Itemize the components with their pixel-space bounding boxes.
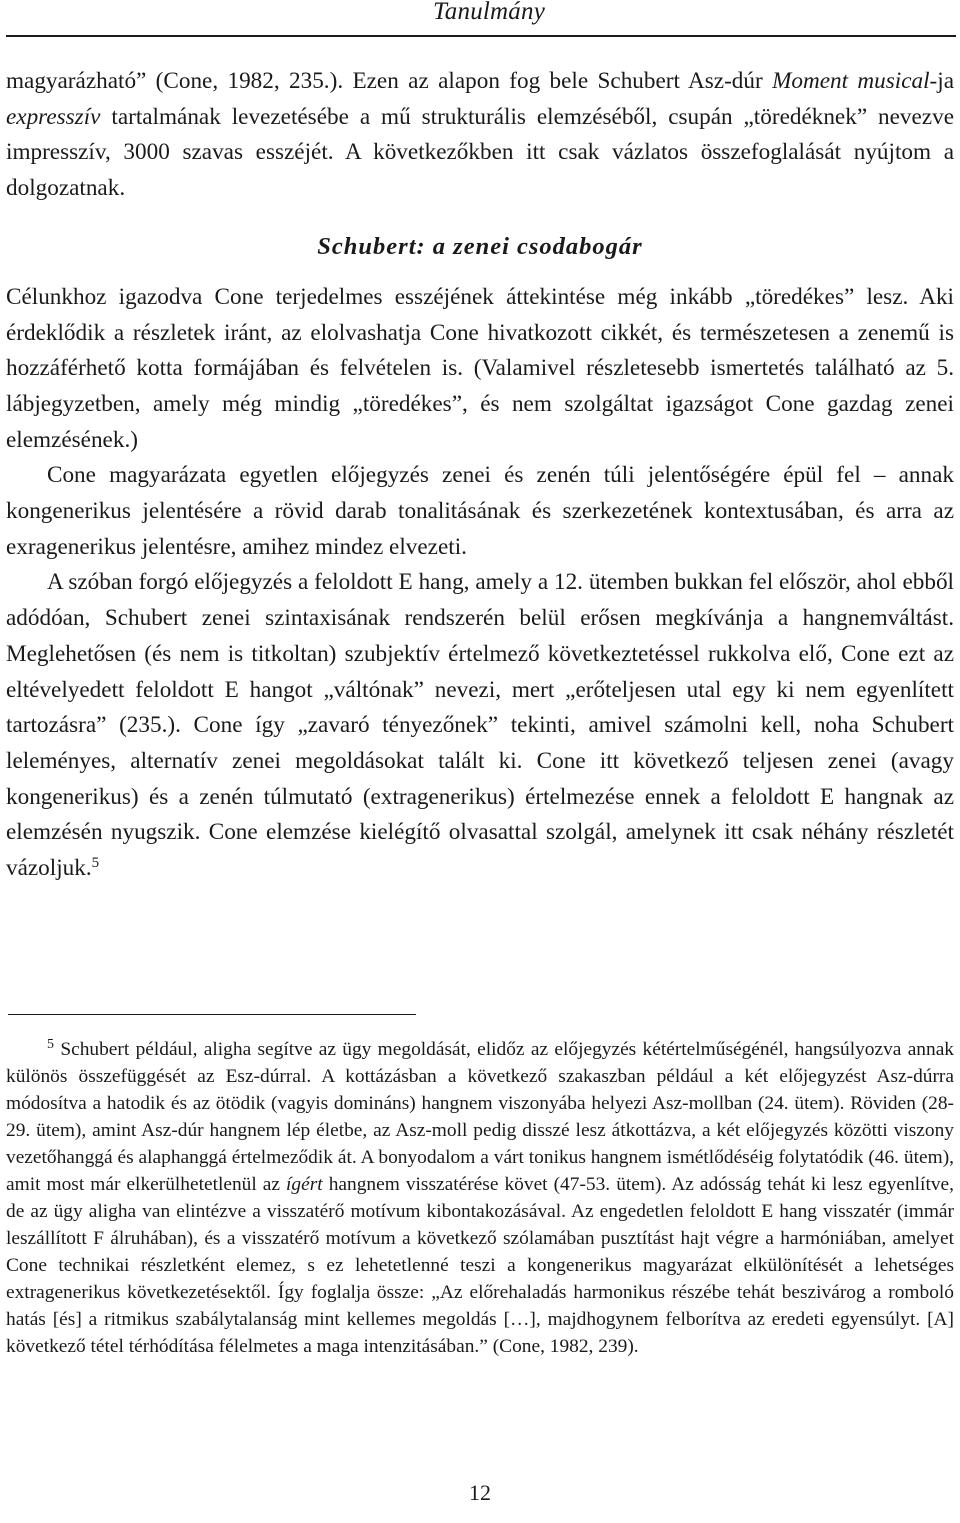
running-header-title: Tanulmány xyxy=(432,0,545,25)
header-rule xyxy=(6,35,956,37)
paragraph-1-text-a: magyarázható” (Cone, 1982, 235.). Ezen az alapon fog bele Schubert Asz-dúr xyxy=(6,68,773,94)
paragraph-4 xyxy=(6,565,954,886)
footnote-text-b: hangnem visszatérése követ (47-53. ütem). Az adósság tehát ki lesz egyenlítve, de az ügy aligha van elintézve a visszatérő motívum kibontakozásával. Az engedetlen feloldott E hang visszatér (immár leszállított F álruhában), és a visszatérő motívum a következő szólamában pusztítást hajt végre a harmóniában, amelyet Cone technikai részletként elemez, s ez lehetetlenné teszi a kongenerikus magyarázat elkülönítését a lehetséges extragenerikus következetésektől. Így foglalja össze: „Az előrehaladás harmonikus részébe tehát beszivárog a romboló hatás [és] a ritmikus szabálytalanság mint kellemes megoldás […], majdhogynem felborítva az eredeti egyensúlyt. [A] következő tétel térhódítása félelmetes a maga intenzitásában.” (Cone, 1982, 239). xyxy=(6,1174,954,1357)
term-italic: expresszív xyxy=(6,103,101,130)
page-number: 12 xyxy=(469,1480,491,1505)
footnote-reference[interactable]: 5 xyxy=(91,855,100,872)
section-heading: Schubert: a zenei csodabogár xyxy=(317,232,643,260)
article-body xyxy=(6,64,954,887)
paragraph-2: Célunkhoz igazodva Cone terjedelmes esszéjének áttekintése még inkább „töredékes” lesz. Aki érdeklődik a részletek iránt, az elolvashatja Cone hivatkozott cikkét, és természetesen a zenemű is hozzáférhető kotta formájában és felvételen is. (Valamivel részletesebb ismertetés található az 5. lábjegyzetben, amely még mindig „töredékes”, és nem szolgáltat igazságot Cone gazdag zenei elemzésének.) xyxy=(6,283,954,453)
paragraph-4-text: A szóban forgó előjegyzés a feloldott E hang, amely a 12. ütemben bukkan fel először, ahol ebből adódóan, Schubert zenei szintaxisának rendszerén belül erősen megkívánja a hangnemváltást. Meglehetősen (és nem is titkoltan) szubjektív értelmező következtetéssel rukkolva elő, Cone ezt az eltévelyedett feloldott E hangot „váltónak” nevezi, mert „erőteljesen utal egy ki nem egyenlített tartozásra” (235.). Cone így „zavaró tényezőnek” tekinti, amivel számolni kell, noha Schubert leleményes, alternatív zenei megoldásokat talált ki. Cone itt következő teljesen zenei (avagy kongenerikus) és a zenén túlmutató (extragenerikus) értelmezése ennek a feloldott E hangnak az elemzésén nyugszik. Cone elemzése kielégítő olvasattal szolgál, amelynek itt csak néhány részletét vázoljuk. xyxy=(6,569,954,882)
paragraph-3: Cone magyarázata egyetlen előjegyzés zenei és zenén túli jelentőségére épül fel – annak kongenerikus jelentésére a rövid darab tonalitásának és szerkezetének kontextusában, és arra az exragenerikus jelentésre, amihez mindez elvezeti. xyxy=(6,462,954,560)
footnote-italic-word: ígért xyxy=(286,1174,323,1195)
running-header xyxy=(0,0,960,38)
paragraph-1 xyxy=(6,64,954,207)
footnote-rule xyxy=(8,1014,416,1015)
work-title-italic: Moment musical xyxy=(772,68,930,94)
paragraph-1-text-c: tartalmának levezetésébe a mű strukturális elemzéséből, csupán „töredéknek” nevezve impresszív, 3000 szavas esszéjét. A következőkben itt csak vázlatos összefoglalását nyújtom a dolgozatnak. xyxy=(6,103,954,202)
footnote xyxy=(6,1036,954,1360)
footnote-number: 5 xyxy=(47,1037,54,1052)
footnote-text-a: Schubert például, aligha segítve az ügy megoldását, elidőz az előjegyzés kétértelműségénél, hangsúlyozva annak különös összefüggését az Esz-dúrral. A kottázásban a következő szakaszban például a két előjegyzést Asz-dúrra módosítva a hatodik és az ötödik (vagyis domináns) hangnem viszonyába helyezi Asz-mollban (24. ütem). Röviden (28-29. ütem), amint Asz-dúr hangnem lép életbe, az Asz-moll pedig disszé lesz átkottázva, a két előjegyzés közötti viszony vezetőhanggá és alaphanggá értelmeződik át. A bonyodalom a várt tonikus hangnem ismétlődéséig folytatódik (46. ütem), amit most már elkerülhetetlenül az xyxy=(6,1039,954,1195)
paragraph-1-text-b: -ja xyxy=(929,68,955,94)
